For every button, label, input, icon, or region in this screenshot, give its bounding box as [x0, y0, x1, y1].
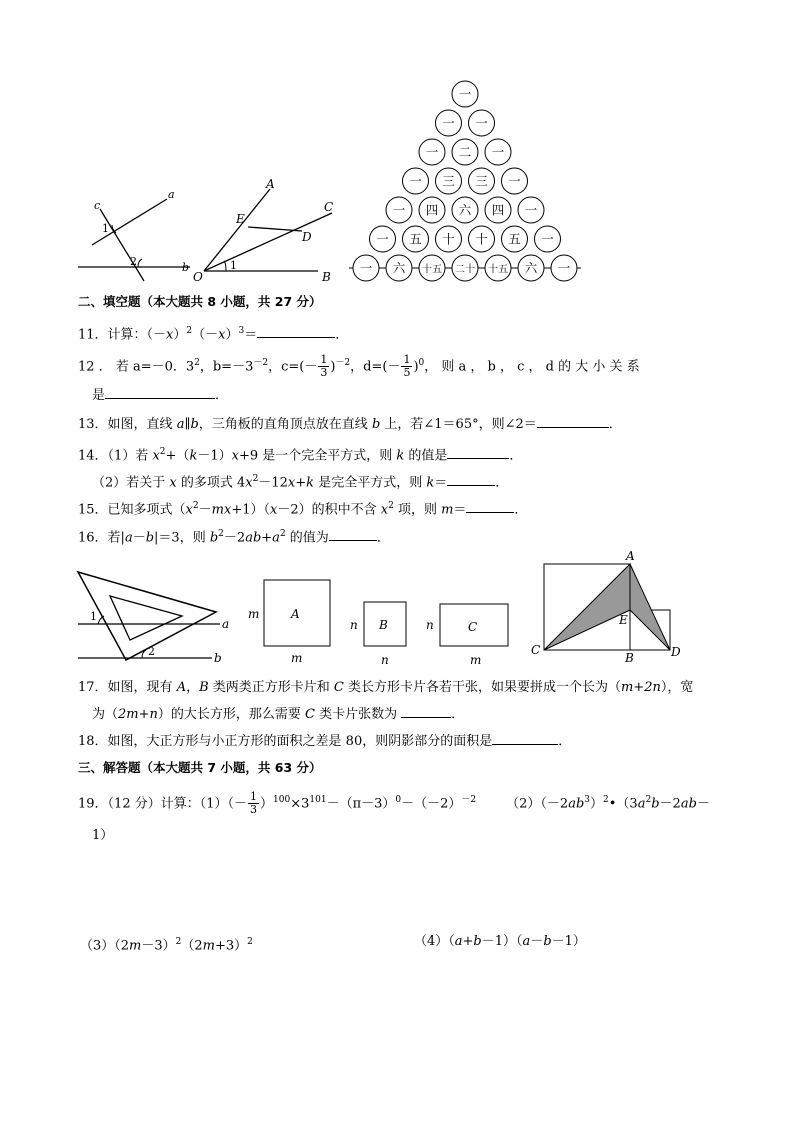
label-B: B: [625, 651, 634, 665]
label-E: E: [619, 613, 628, 627]
label-c: c: [94, 199, 101, 212]
question-11: 11．计算：$(-x)^2(-x)^3=$ ．: [78, 326, 349, 343]
question-19-line2: 1）: [92, 828, 114, 843]
card-B-side-n: n: [350, 618, 358, 632]
label-a: a: [168, 188, 175, 201]
triangle-number: 二: [458, 144, 472, 160]
answer-blank-14-1[interactable]: [447, 445, 509, 459]
triangle-cell: [436, 168, 462, 194]
triangle-cell: [436, 226, 462, 252]
section-fill-in-title: 二、填空题（本大题共 8 小题，共 27 分）: [78, 294, 322, 309]
label-angle-1: 1: [230, 259, 237, 272]
triangle-number: 十: [475, 231, 488, 247]
triangle-cell: [370, 226, 396, 252]
answer-blank-13[interactable]: [537, 414, 609, 428]
triangle-cell: [485, 139, 511, 165]
triangle-number: 五: [508, 231, 521, 247]
triangle-cell: [353, 255, 379, 281]
triangle-number: 六: [524, 260, 538, 276]
triangle-number: 一: [359, 260, 373, 276]
question-19-part4: （4）（a+b－1）（a－b－1）: [414, 934, 586, 949]
question-15: 15．已知多项式$(x^2-mx+1)(x-2)$的积中不含 $x^2$ 项，则 m＝ ．: [78, 501, 528, 518]
triangle-cell: [419, 197, 445, 223]
figure-squares-shaded: [528, 548, 688, 666]
card-A-bottom-m: m: [291, 651, 303, 665]
triangle-number: 四: [491, 202, 505, 218]
card-C-bottom-m: m: [470, 653, 482, 667]
triangle-cell: [469, 226, 495, 252]
triangle-cell: [419, 139, 445, 165]
triangle-number: 一: [491, 144, 505, 160]
card-C-label: C: [468, 620, 478, 634]
triangle-cell: [403, 226, 429, 252]
label-A: A: [266, 177, 275, 191]
triangle-number: 一: [376, 231, 389, 247]
triangle-number: 十五: [488, 264, 508, 276]
answer-blank-11[interactable]: [257, 324, 335, 338]
triangle-cell: [386, 255, 412, 281]
triangle-number: 六: [458, 202, 472, 218]
question-12-line2: 是 ．: [92, 385, 228, 406]
label-angle-2: 2: [130, 255, 137, 268]
triangle-number: 二十: [455, 264, 475, 276]
triangle-number: 六: [392, 260, 406, 276]
answer-blank-18[interactable]: [492, 731, 558, 745]
figure-angle: [190, 175, 340, 285]
answer-blank-17[interactable]: [401, 704, 451, 718]
triangle-cell: [485, 255, 511, 281]
triangle-number: 十五: [422, 264, 442, 276]
card-B-bottom-n: n: [381, 653, 389, 667]
label-E: E: [236, 212, 245, 226]
figure-parallel-lines: [72, 185, 202, 285]
question-18: 18．如图，大正方形与小正方形的面积之差是 80，则阴影部分的面积是 ．: [78, 731, 754, 752]
section-solve-title: 三、解答题（本大题共 7 小题，共 63 分）: [78, 760, 322, 775]
answer-blank-15[interactable]: [466, 499, 514, 513]
triangle-cell: [469, 168, 495, 194]
triangle-number: 一: [524, 202, 538, 218]
triangle-cell: [452, 139, 478, 165]
card-A-label: A: [291, 607, 300, 621]
triangle-number: 一: [425, 144, 439, 160]
triangle-cell: [452, 81, 478, 107]
triangle-cell: [551, 255, 577, 281]
triangle-cell: [403, 168, 429, 194]
question-16: 16．若|a－b|＝3，则 $b^2-2ab+a^2$ 的值为 ．: [78, 529, 390, 546]
label-B: B: [322, 270, 331, 284]
triangle-cell: [469, 110, 495, 136]
label-angle-2: 2: [148, 645, 155, 658]
triangle-cell: [452, 197, 478, 223]
question-12: 12 ． 若 a=－0．$3^2$，$b=-3^{-2}$，c=(－ $\frac{1}{3}$ )$^{-2}$，d=(－ $\frac{1}{5}$ )$^0$， 则 a ， b ， c ， d 的 大 小 关 系: [78, 353, 640, 380]
triangle-cell: [386, 197, 412, 223]
triangle-cell: [502, 226, 528, 252]
figure-number-triangle: [340, 78, 590, 288]
label-C: C: [531, 643, 541, 657]
answer-blank-16[interactable]: [329, 527, 377, 541]
label-O: O: [193, 270, 203, 284]
question-17: 17．如图，现有 A，B 类两类正方形卡片和 C 类长方形卡片各若干张，如果要拼成一个长为（m+2n），宽: [78, 680, 694, 695]
question-14-1: 14．（1）若 $x^2+(k-1)x+9$ 是一个完全平方式，则 k 的值是 ．: [78, 447, 523, 464]
triangle-number: 一: [409, 173, 422, 189]
question-19-part3: $(3)(2m-3)^2(2m+3)^2$: [80, 937, 253, 954]
answer-blank-14-2[interactable]: [447, 472, 495, 486]
triangle-number: 一: [508, 173, 521, 189]
triangle-cell: [518, 255, 544, 281]
label-angle-1: 1: [102, 222, 109, 235]
label-D: D: [671, 645, 681, 659]
card-A-side-m: m: [248, 607, 260, 621]
triangle-cell: [485, 197, 511, 223]
label-C: C: [324, 200, 334, 214]
label-A: A: [626, 549, 635, 563]
question-14-2: （2）若关于 x 的多项式 $4x^2-12x+k$ 是完全平方式，则 k＝ ．: [92, 474, 509, 491]
question-17-line2: 为（2m+n）的大长方形，那么需要 C 类卡片张数为 ．: [92, 704, 464, 725]
triangle-number: 四: [425, 202, 439, 218]
label-b: b: [214, 651, 222, 665]
triangle-number: 一: [557, 260, 571, 276]
triangle-number: 十: [442, 231, 455, 247]
triangle-number: 三: [442, 173, 455, 189]
label-b: b: [182, 261, 190, 274]
question-13: 13．如图，直线 a∥b，三角板的直角顶点放在直线 b 上，若∠1＝65°，则∠2＝ ．: [78, 414, 754, 435]
figure-set-square: [70, 562, 240, 672]
triangle-cell: [452, 255, 478, 281]
triangle-number: 一: [541, 231, 554, 247]
triangle-number: 一: [475, 115, 488, 131]
triangle-cell: [518, 197, 544, 223]
triangle-cell: [502, 168, 528, 194]
label-a: a: [222, 617, 230, 631]
label-angle-1: 1: [90, 610, 97, 623]
triangle-cell: [535, 226, 561, 252]
triangle-number: 五: [409, 231, 422, 247]
label-D: D: [302, 230, 312, 244]
card-C-side-n: n: [426, 618, 434, 632]
question-19: 19．（12 分）计算：（1）（－ $\frac{1}{3}$ ）$^{100}\times 3^{101}-(\pi-3)^0-(-2)^{-2}$ $(2)(-2ab^3)^2•(3a^2b-2ab-$: [78, 790, 710, 817]
answer-blank-12[interactable]: [105, 385, 215, 399]
triangle-cell: [419, 255, 445, 281]
triangle-cell: [436, 110, 462, 136]
figure-cards: [240, 570, 525, 670]
triangle-number: 一: [442, 115, 455, 131]
triangle-number: 三: [475, 173, 488, 189]
card-B-label: B: [379, 618, 388, 632]
triangle-number: 一: [458, 86, 472, 102]
triangle-number: 一: [392, 202, 406, 218]
